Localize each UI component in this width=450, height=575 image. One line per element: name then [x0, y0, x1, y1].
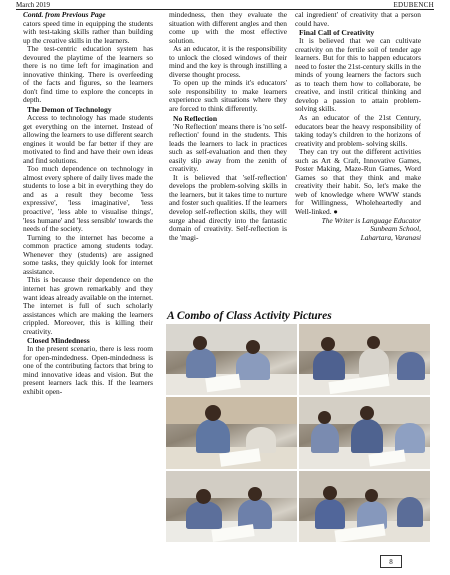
paragraph: In the present scenario, there is less room for open-mindedness. Open-mindedness is one of the contributing factors that bring to mind innovative ideas and vision. But the present learners lack this. If the learners exhibit open-: [23, 344, 153, 396]
section-heading: Closed Mindedness: [27, 336, 90, 346]
column-2: [169, 11, 287, 242]
publication-name: EDUBENCH: [393, 1, 434, 9]
author-school: Sunbeam School,: [370, 224, 421, 234]
paragraph: As an educator, it is the responsibility to unlock the closed windows of their mind and the key is through instilling a diverse thought process.: [169, 44, 287, 79]
author-note: The Writer is Language Educator: [321, 215, 421, 225]
section-heading: No Reflection: [173, 113, 218, 123]
paragraph: cators speed time in equipping the students with test-taking skills rather than building up the creative skills in the learners.: [23, 18, 153, 45]
column-1: [23, 11, 153, 397]
paragraph: Turning to the internet has become a common practice among students today. Whenever they (students) are assigned some tasks, they quickly look for internet assistance.: [23, 232, 153, 276]
class-photo-5: [166, 471, 297, 542]
page-number: 8: [380, 555, 402, 568]
paragraph: They can try out the different activities such as Art & Craft, Innovative Games, Poster Making, Maze-Run Games, Word Games so that they think and make creativity their habit. So, let's make the web of knowledge where WWW stands for Willingness, Wholeheartedly and Well-linked. ●: [295, 147, 421, 217]
paragraph: mindedness, then they evaluate the situation with different angles and then come up with the most effective solution.: [169, 10, 287, 45]
paragraph: Too much dependence on technology in almost every sphere of daily lives made the students to lose a bit in everything they do and as a result they become 'less expressive', 'less imaginative', 'less proactive', 'less able to visualise things', 'less humane' and 'less sensible' towards the needs of the society.: [23, 164, 153, 234]
paragraph: As an educator of the 21st Century, educators bear the heavy responsibility of taking today's children to the horizons of creativity and problem- solving skills.: [295, 113, 421, 148]
paragraph: To open up the minds it's educators' sole responsibility to make learners experience such situations where they are forced to think differently.: [169, 78, 287, 114]
class-photo-2: [299, 324, 430, 395]
paragraph: It is believed that we can cultivate creativity on the fertile soil of tender age learners. But for this to happen educators need to foster the 21st-century skills in the minds of young learners the factors such as to teach them how to collaborate, be creative, and instil critical thinking and develop a passion to attain problem-solving skills.: [295, 36, 421, 114]
class-photo-1: [166, 324, 297, 395]
section-heading: Final Call of Creativity: [299, 28, 375, 38]
paragraph: It is believed that 'self-reflection' develops the problem-solving skills in the learners, but it takes time to nurture and foster such qualities. If the learners develop self-reflection skills, they will surge ahead directly into the fantastic domain of creativity. Self-reflection is the 'magi-: [169, 172, 287, 242]
paragraph: The test-centric education system has devoured the playtime of the learners so there is no time left for imagination and innovative thinking. There is overfeeding of the facts and figures, so the learners don't find time to explore the concepts in depth.: [23, 44, 153, 105]
photo-collage: [166, 324, 430, 542]
author-location: Lahartara, Varanasi: [360, 232, 421, 242]
class-photo-3: [166, 397, 297, 468]
photo-caption: A Combo of Class Activity Pictures: [167, 310, 332, 322]
class-photo-6: [299, 471, 430, 542]
continued-note: Contd. from Previous Page: [23, 10, 106, 19]
paragraph: 'No Reflection' means there is 'no self-reflection' found in the students. This leads the learners to lack in practices such as self-evaluation and then they easily slip away from the zenith of creativity.: [169, 121, 287, 174]
section-heading: The Demon of Technology: [27, 105, 112, 115]
issue-date: March 2019: [16, 1, 51, 9]
class-photo-4: [299, 397, 430, 468]
paragraph: This is because their dependence on the internet has grown remarkably and they want ideas already available on the internet. The internet is full of such scholarly assistances which are making the learners crippled. Moreover, this is killing their creativity.: [23, 275, 153, 336]
column-3: [295, 11, 421, 242]
paragraph: Access to technology has made students get everything on the internet. Instead of allowing the learners to use different search engines it would be far better if they are motivated to find and have their own ideas and find solutions.: [23, 113, 153, 165]
paragraph: cal ingredient' of creativity that a person could have.: [295, 10, 421, 28]
